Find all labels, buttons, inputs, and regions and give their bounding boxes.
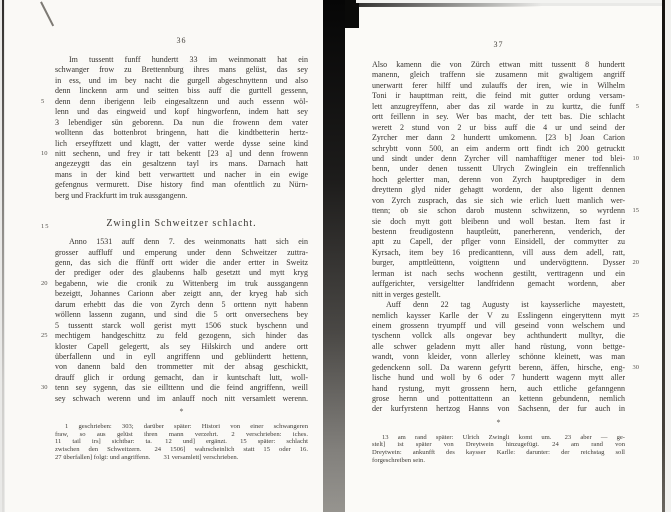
text-line: 3 lebendiger sün geborenn. Da nun die frowenn dem vater <box>55 117 308 127</box>
text-line: 11 tail irs] sichtbar: ta. 12 und] ergänzt. 15 später: schlacht <box>55 438 308 446</box>
text-line: mechtigem handgeschittz zu feld gezogenn, sich hinder das 25 <box>41 331 308 341</box>
text-line: bezeigtt, Johannes Carionn aber zeigtt ann, der kryeg hab sich <box>55 289 308 299</box>
text-line: ortt feillenn in sey. Wer bas macht, der tett bas. Die schlacht <box>372 112 625 122</box>
text-line: werett 2 stund von 2 ur biss auff die 4 ur und seind der <box>372 122 625 132</box>
page-37 <box>345 6 663 512</box>
text-line: 13 am rand später: Ulrich Zwingli komt um. 23 aber — ge- <box>382 433 625 441</box>
text-line: genn, das sich die ffünff ortt wider die ander ertter in Sweitz <box>55 258 308 267</box>
page-36-content <box>41 0 308 461</box>
text-line: stelt] ist später von Dreytwein hinzugefügt. 24 am rand von <box>372 441 625 449</box>
text-line: ttenn; ob sie schon darob mustenn schwitzenn, so wyrdenn 15 <box>372 206 639 216</box>
text-line: einem grossenn tryumpff und vill geseind vonn welschem und <box>372 320 625 330</box>
text-line: tyschenn vollck alls ongevar bey achthundertt mulltyr, die <box>372 331 625 341</box>
text-line: schwanger frow zu Brettennburg ihres mans gelüst, das sey <box>55 65 308 75</box>
text-line: mans in der kind bett verwarttett und nacher in ein ewige <box>55 169 308 179</box>
text-line: gefengnus vermurett. Dise history find man ofenttlich zu Nürn- <box>55 180 308 190</box>
text-line: schrybtt vonn 500, an eim anderm ortt findt ich 200 getrucktt <box>372 143 625 153</box>
paragraph-battle-continued <box>372 60 639 300</box>
text-line: und sindt under denn Zyrcher vill namhafftiger mener tod blei- 10 <box>372 153 639 163</box>
page-37-content <box>372 6 639 464</box>
text-line: 27 überfallen] folgt: und angriffenn. 31 versamlett] verschrieben. <box>55 453 239 461</box>
text-line: unerwartt ferer hilff und zulauffs der iren, wie in Wilhelm <box>372 80 625 90</box>
footnote-separator: * <box>496 417 501 427</box>
margin-line-number: 10 <box>632 154 639 162</box>
text-line: Also kamenn die von Zürch ettwan mitt tussentt 8 hundertt <box>372 60 625 69</box>
page-36 <box>5 0 323 512</box>
text-line: begabenn, wie die cronik zu Wittenberg im truk aussgangenn 20 <box>41 278 308 288</box>
text-line: der prediger oder des glaubenns halb gesetztt und mytt kryg <box>55 268 308 278</box>
text-line: hoch gelertter man, derenn von Zyrch hauptprediger in dem <box>372 174 625 184</box>
text-line: benn, under denen tussentt Ulrych Zwinglein ein treffennlich <box>372 164 625 174</box>
text-line: Im tussentt funff hundertt 33 im weinmonatt hat ein <box>69 55 308 64</box>
book-gutter-shadow <box>323 0 345 512</box>
text-line: von danenn bald den trommetter mit der absag geschicktt, <box>55 362 308 372</box>
text-line: wandt, vonn kleider, vonn allerley schönne kleinett, was man <box>372 352 625 362</box>
margin-line-number: 30 <box>41 384 48 392</box>
margin-line-number: 20 <box>41 279 48 287</box>
text-line: berg und Frackfurtt im truk aussgangenn. <box>55 190 188 200</box>
text-line: alle schwer geladenn mytt aller hand rüstung, vonn bettge- <box>372 341 625 351</box>
margin-line-number: 20 <box>632 259 639 267</box>
text-line: sie doch mytt gott bleibenn und woll bestan. Item fast ir <box>372 216 625 226</box>
margin-line-number: 15 <box>41 223 50 231</box>
text-line: sey schwach werenn und im anlauff noch nitt versamlett werenn. <box>55 393 308 403</box>
text-line: nitt in verges gestellt. <box>372 289 441 299</box>
page-number-right: 37 <box>493 40 504 49</box>
text-line: lische hund und woll by 6 oder 7 hundertt wagenn mytt aller <box>372 373 625 383</box>
footnotes-left <box>55 423 308 461</box>
text-line: gedenckenn soll. Da warenn gefyrtt berenn, äffen, hirsche, eng- 30 <box>372 362 639 372</box>
right-background-margin <box>665 0 671 512</box>
text-line: tenn sey sygenn, das sie eillttenn und die feind angriffenn, weill 30 <box>41 383 308 393</box>
text-line: hand rystung, mytt grossenn hern, auch ettliche gefanngenn <box>372 383 625 393</box>
page-top-edge-shadow <box>352 3 542 7</box>
text-line: 5 tussentt starck woll gerist mytt 1506 stuck byschenn und <box>55 320 308 330</box>
section-heading <box>41 217 308 231</box>
text-line: nemlich kaysser Karlle der V zu Esslingenn eingeryttenn mytt 25 <box>372 310 639 320</box>
text-line: darum erhebtt das die von Zyrch denn 5 orttenn nytt habenn <box>55 299 308 309</box>
text-line: wöllenn lassenn zugann, und sind die 5 ortt onversechens bey <box>55 310 308 320</box>
text-line: Zyrcher mer dann 2 hundertt umkomenn. [23 b] Joan Carion <box>372 133 625 143</box>
text-line: denn linckenn arm und seitten biss auff die gurttell gessenn, <box>55 86 308 96</box>
text-line: von Zyrch zusprach, das sie sich wie erlich luett manlich wer- <box>372 195 625 205</box>
text-line: Auff denn 22 tag Augusty ist kaysserliche mayestett, <box>386 300 625 310</box>
text-line: burger, ampttleüttenn, voigttenn und undervögttenn. Dysser 20 <box>372 258 639 268</box>
text-line: Anno 1531 auff denn 7. des weinmonatts hatt sich ein <box>69 237 308 247</box>
footnotes-right <box>372 434 625 464</box>
text-line: lerman ist nach sechs wochenn gestiltt, verttragenn und ein <box>372 268 625 278</box>
text-line: angezeygtt das ein gesaltzenn tayl irs mans. Darnach hatt <box>55 159 308 169</box>
left-page-edge-line <box>2 0 4 512</box>
paragraph-zwingli-battle <box>41 237 308 404</box>
margin-line-number: 25 <box>632 311 639 319</box>
section-heading-text: Zwinglin Schweitzer schlacht. <box>106 218 257 230</box>
margin-line-number: 5 <box>41 97 45 105</box>
text-line: zwischen den Schweitzern. 24 1506] wahrscheinlich statt 15 oder 16. <box>55 445 308 453</box>
text-line: grosser auffluff und emperung under denn Schweitzer zuttra- <box>55 247 308 257</box>
text-line: Toni ir haupttman reitt, die feind mit gutter ordung versam- <box>372 91 625 101</box>
text-line: kloster Capell gelegertt, als sey Hilskirch und andere ortt <box>55 341 308 351</box>
text-line: bestenn freudigostenn hauptleütt, panerherenn, venderich, der <box>372 227 625 236</box>
text-line: lenn und das eingweid und kopf hingworfenn, indem hatt sey <box>55 107 308 117</box>
text-line: fraw, so aus gelüst ihren mann verzehrt. 2 verschrieben: iches. <box>55 430 308 438</box>
text-line: grose hernn und pottenttattenn an kettenn gebundenn, nemlich <box>372 394 625 403</box>
text-line: 1 geschrieben: 303; darüber später: Histori von einer schwangeren <box>65 423 308 431</box>
text-line: auffgerichter, versigeltter landfridenn gemacht wordenn, aber <box>372 279 625 289</box>
margin-line-number: 30 <box>632 363 639 371</box>
paragraph-woman-story <box>41 55 308 201</box>
text-line: Kyrsach, item bey 16 predicanttenn, vill auss dem adell, ratt, <box>372 247 625 257</box>
text-line: überfallenn und in eyll angriffenn und geblündertt hettenn, <box>55 351 308 361</box>
text-line: nitt sechenn, und frey ir tatt bekentt [23 a] und denn frowenn 10 <box>41 148 308 158</box>
text-line: in ess, und im bey nacht die gurgell abgeschnyttenn und also <box>55 75 308 85</box>
text-line: der kurfyrstenn hertzog Hanns von Sachsenn, der fur auch in <box>372 404 625 414</box>
text-line: drauff glich ir ordung gemacht, dan ir kuntschaft lutt, woll- <box>55 372 308 382</box>
margin-line-number: 5 <box>635 102 639 110</box>
footnote-separator: * <box>179 407 184 417</box>
text-line: lett anzugreyffenn, aber das zil warde in zu kurttz, die funff 5 <box>372 101 639 111</box>
text-line: manenn, gleich traffenn sie zusamenn mit gwaltigem angriff <box>372 70 625 80</box>
text-line: Dreytwein: ankunfft des kaysser Karlle: darunter: der reichstag soll <box>372 449 625 457</box>
margin-line-number: 15 <box>632 207 639 215</box>
paragraph-emperor-entry <box>372 300 639 415</box>
margin-line-number: 25 <box>41 332 48 340</box>
text-line: lich erseyfftzett und klagtt, der vatter werde dysse seine kind <box>55 138 308 148</box>
text-line: forgeschreiben sein. <box>372 456 425 464</box>
text-line: aptt zu Capell, der pflger vonn Einsidell, der commytter zu <box>372 237 625 247</box>
page-number-left: 36 <box>176 36 187 45</box>
text-line: wolltenn das bottenbrot bringenn, hatt die kindtbetterin hertz- <box>55 128 308 138</box>
margin-line-number: 10 <box>41 149 48 157</box>
text-line: denn denn iberigenn leib eingesaltzenn und auch essenn wöl- 5 <box>41 96 308 106</box>
text-line: dreyttenn glyd nider gehagtt wordenn, der also ligentt dennen <box>372 185 625 195</box>
